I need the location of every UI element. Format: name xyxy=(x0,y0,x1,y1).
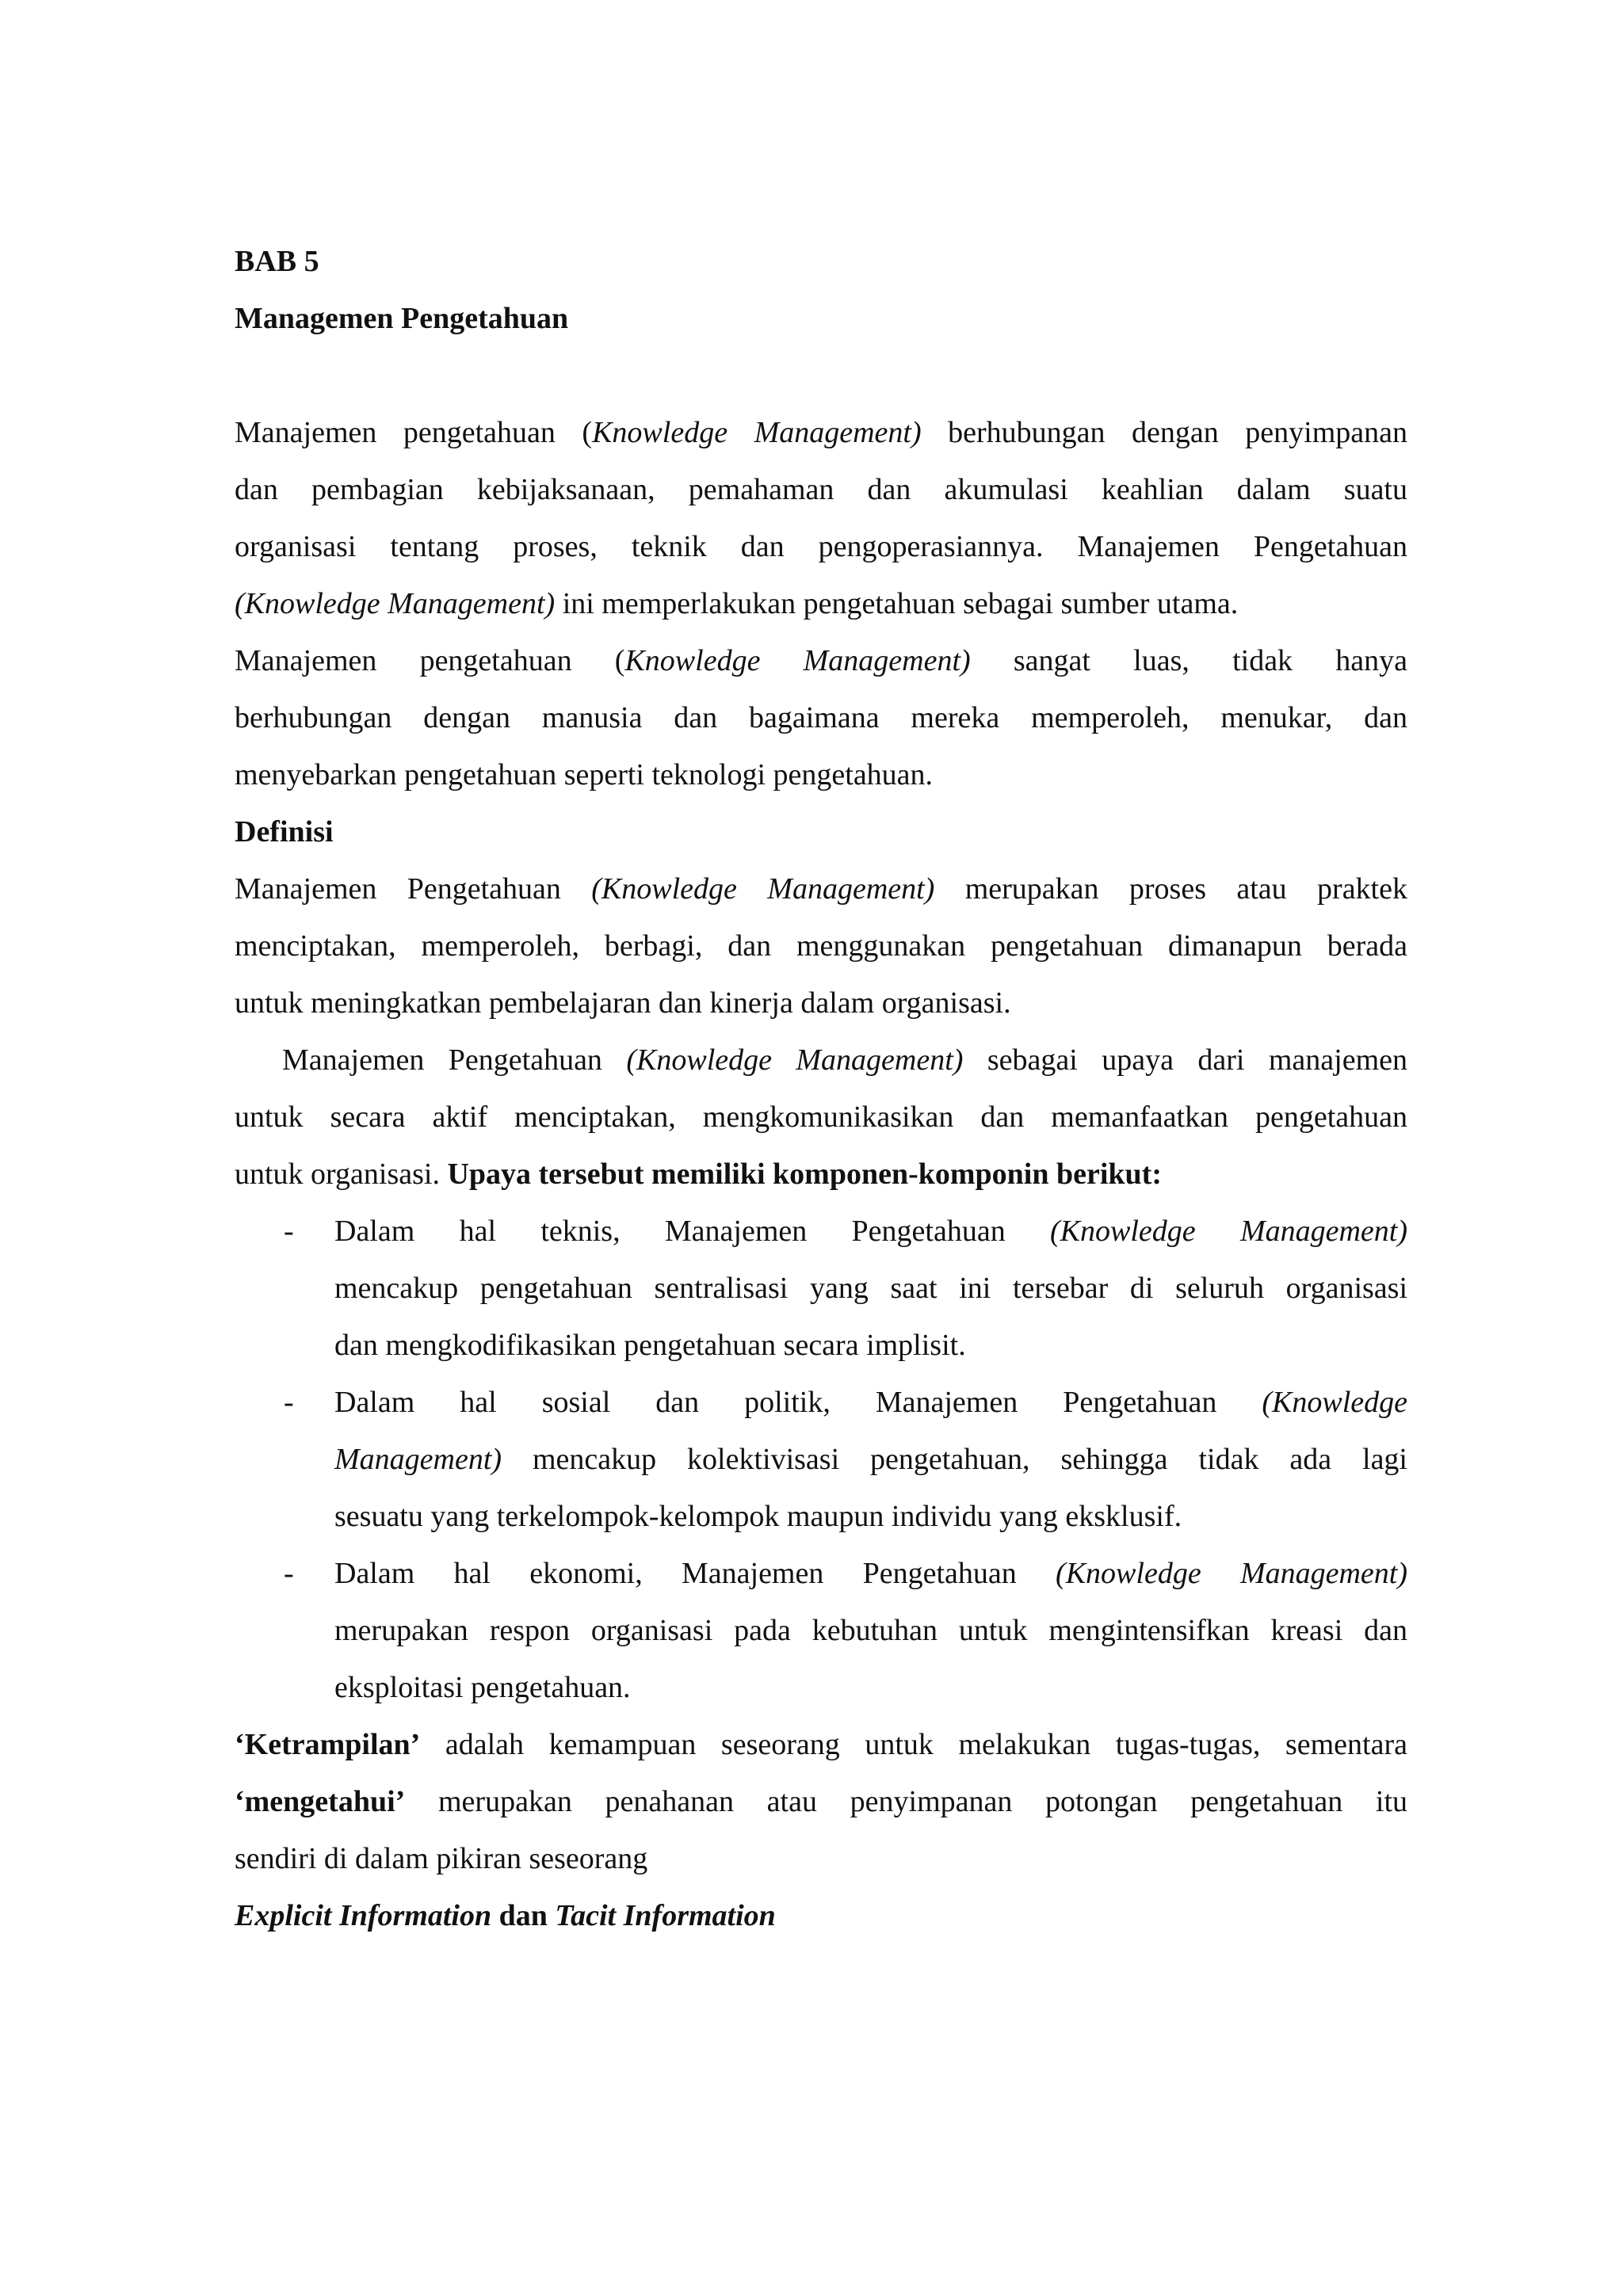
list-item xyxy=(235,1374,1407,1545)
paragraph-line: menyebarkan pengetahuan seperti teknologi pengetahuan. xyxy=(235,758,934,791)
chapter-number: BAB 5 xyxy=(235,245,319,278)
paragraph-line: menciptakan, memperoleh, berbagi, dan menggunakan pengetahuan dimanapun berada xyxy=(235,929,1407,963)
paragraph-line: sesuatu yang terkelompok-kelompok maupun individu yang eksklusif. xyxy=(334,1500,1182,1533)
definisi-heading: Definisi xyxy=(235,815,334,849)
bullet-dash: - xyxy=(284,1215,294,1248)
paragraph-line: mencakup pengetahuan sentralisasi yang saat ini tersebar di seluruh organisasi xyxy=(334,1272,1407,1305)
paragraph-line xyxy=(235,1545,1407,1602)
paragraph-line: ‘Ketrampilan’ adalah kemampuan seseorang untuk melakukan tugas-tugas, sementara xyxy=(235,1728,1407,1761)
paragraph-line: untuk secara aktif menciptakan, mengkomunikasikan dan memanfaatkan pengetahuan xyxy=(235,1100,1407,1134)
ketrampilan-paragraph xyxy=(235,1716,1407,1887)
paragraph-line: Manajemen Pengetahuan (Knowledge Management) merupakan proses atau praktek xyxy=(235,872,1407,906)
paragraph-line xyxy=(235,1374,1407,1431)
bullet-dash: - xyxy=(284,1386,294,1419)
bullet-list xyxy=(235,1203,1407,1716)
intro-paragraph xyxy=(235,404,1407,803)
paragraph-line: sendiri di dalam pikiran seseorang xyxy=(235,1842,648,1875)
paragraph-line xyxy=(235,1203,1407,1260)
paragraph-line: dan pembagian kebijaksanaan, pemahaman dan akumulasi keahlian dalam suatu xyxy=(235,473,1407,506)
chapter-title: Managemen Pengetahuan xyxy=(235,302,569,335)
paragraph-line: eksploitasi pengetahuan. xyxy=(334,1671,631,1704)
paragraph-line: organisasi tentang proses, teknik dan pengoperasiannya. Manajemen Pengetahuan xyxy=(235,530,1407,563)
bullet-text: Dalam hal teknis, Manajemen Pengetahuan (Knowledge Management) xyxy=(334,1215,1407,1248)
list-item xyxy=(235,1545,1407,1716)
bullet-dash: - xyxy=(284,1557,294,1590)
list-item xyxy=(235,1203,1407,1374)
paragraph-line: berhubungan dengan manusia dan bagaimana mereka memperoleh, menukar, dan xyxy=(235,701,1407,734)
section-subheading: Explicit Information dan Tacit Information xyxy=(235,1899,776,1932)
paragraph-line: merupakan respon organisasi pada kebutuhan untuk mengintensifkan kreasi dan xyxy=(334,1614,1407,1647)
upaya-paragraph xyxy=(235,1032,1407,1203)
paragraph-line: Manajemen pengetahuan (Knowledge Management) berhubungan dengan penyimpanan xyxy=(235,416,1407,449)
paragraph-line: Management) mencakup kolektivisasi pengetahuan, sehingga tidak ada lagi xyxy=(334,1443,1407,1476)
paragraph-line: Manajemen pengetahuan (Knowledge Management) sangat luas, tidak hanya xyxy=(235,644,1407,677)
paragraph-line: (Knowledge Management) ini memperlakukan pengetahuan sebagai sumber utama. xyxy=(235,587,1239,620)
document-page xyxy=(235,233,1407,1944)
paragraph-line: untuk organisasi. Upaya tersebut memiliki komponen-komponin berikut: xyxy=(235,1158,1162,1191)
paragraph-line: ‘mengetahui’ merupakan penahanan atau penyimpanan potongan pengetahuan itu xyxy=(235,1785,1407,1818)
spacer xyxy=(235,347,1407,404)
paragraph-line: Manajemen Pengetahuan (Knowledge Management) sebagai upaya dari manajemen xyxy=(282,1043,1407,1077)
bullet-text: Dalam hal sosial dan politik, Manajemen Pengetahuan (Knowledge xyxy=(334,1386,1407,1419)
definisi-paragraph xyxy=(235,860,1407,1032)
paragraph-line: untuk meningkatkan pembelajaran dan kinerja dalam organisasi. xyxy=(235,986,1011,1020)
paragraph-line: dan mengkodifikasikan pengetahuan secara implisit. xyxy=(334,1329,966,1362)
bullet-text: Dalam hal ekonomi, Manajemen Pengetahuan (Knowledge Management) xyxy=(334,1557,1407,1590)
